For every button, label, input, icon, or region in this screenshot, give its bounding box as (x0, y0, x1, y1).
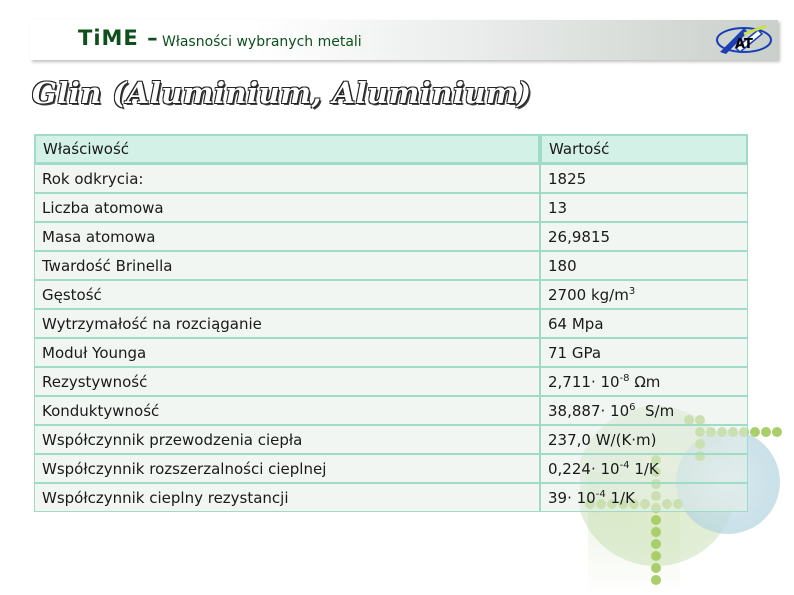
value-text: 237,0 W/(K·m) (548, 430, 657, 449)
table-row (34, 193, 748, 222)
property-cell: Masa atomowa (34, 222, 540, 251)
property-cell: Twardość Brinella (34, 251, 540, 280)
column-header-property: Właściwość (34, 134, 540, 164)
property-cell: Gęstość (34, 280, 540, 309)
value-text: 39· 10 (548, 488, 596, 507)
value-unit: 1/K (629, 459, 659, 478)
value-unit: S/m (635, 401, 675, 420)
value-unit: Ωm (629, 372, 661, 391)
table-row (34, 309, 748, 338)
value-text: 64 Mpa (548, 314, 604, 333)
table-row (34, 338, 748, 367)
property-cell: Rezystywność (34, 367, 540, 396)
value-text: 26,9815 (548, 227, 611, 246)
header-subtitle: Własności wybranych metali (162, 34, 362, 50)
table-row (34, 164, 748, 193)
table-body (34, 164, 748, 512)
value-cell (540, 222, 748, 251)
brand-name: TiME – (78, 26, 159, 50)
value-text: 180 (548, 256, 577, 275)
value-text: 2,711· 10 (548, 372, 620, 391)
value-cell (540, 396, 748, 425)
table-row (34, 367, 748, 396)
value-cell (540, 309, 748, 338)
value-text: 71 GPa (548, 343, 602, 362)
value-cell (540, 193, 748, 222)
value-text: 0,224· 10 (548, 459, 620, 478)
value-text: 38,887· 10 (548, 401, 630, 420)
value-exponent: -8 (619, 372, 630, 384)
value-text: 1825 (548, 169, 587, 188)
property-cell: Wytrzymałość na rozciąganie (34, 309, 540, 338)
table-row (34, 454, 748, 483)
table-row (34, 425, 748, 454)
property-cell: Konduktywność (34, 396, 540, 425)
value-exponent: -4 (595, 488, 606, 500)
value-cell (540, 251, 748, 280)
table-row (34, 222, 748, 251)
value-cell (540, 367, 748, 396)
value-cell (540, 483, 748, 512)
property-cell: Współczynnik rozszerzalności cieplnej (34, 454, 540, 483)
value-exponent: 6 (629, 401, 636, 413)
page-title: Glin (Aluminium, Aluminium) (32, 76, 532, 110)
value-text: 2700 kg/m (548, 285, 629, 304)
table-header-row (34, 134, 748, 164)
header-bar (30, 20, 778, 60)
value-cell (540, 338, 748, 367)
table-row (34, 483, 748, 512)
table-row (34, 396, 748, 425)
value-text: 13 (548, 198, 568, 217)
property-cell: Współczynnik cieplny rezystancji (34, 483, 540, 512)
svg-text:AT: AT (735, 37, 753, 52)
column-header-value: Wartość (540, 134, 748, 164)
property-cell: Współczynnik przewodzenia ciepła (34, 425, 540, 454)
value-unit: 1/K (605, 488, 635, 507)
value-cell (540, 425, 748, 454)
value-cell (540, 454, 748, 483)
table-row (34, 280, 748, 309)
value-exponent: 3 (628, 285, 636, 297)
table-row (34, 251, 748, 280)
value-cell (540, 164, 748, 193)
value-cell (540, 280, 748, 309)
time-logo-icon (714, 22, 772, 58)
property-cell: Liczba atomowa (34, 193, 540, 222)
properties-table (34, 134, 748, 512)
property-cell: Moduł Younga (34, 338, 540, 367)
value-exponent: -4 (619, 459, 630, 471)
property-cell: Rok odkrycia: (34, 164, 540, 193)
